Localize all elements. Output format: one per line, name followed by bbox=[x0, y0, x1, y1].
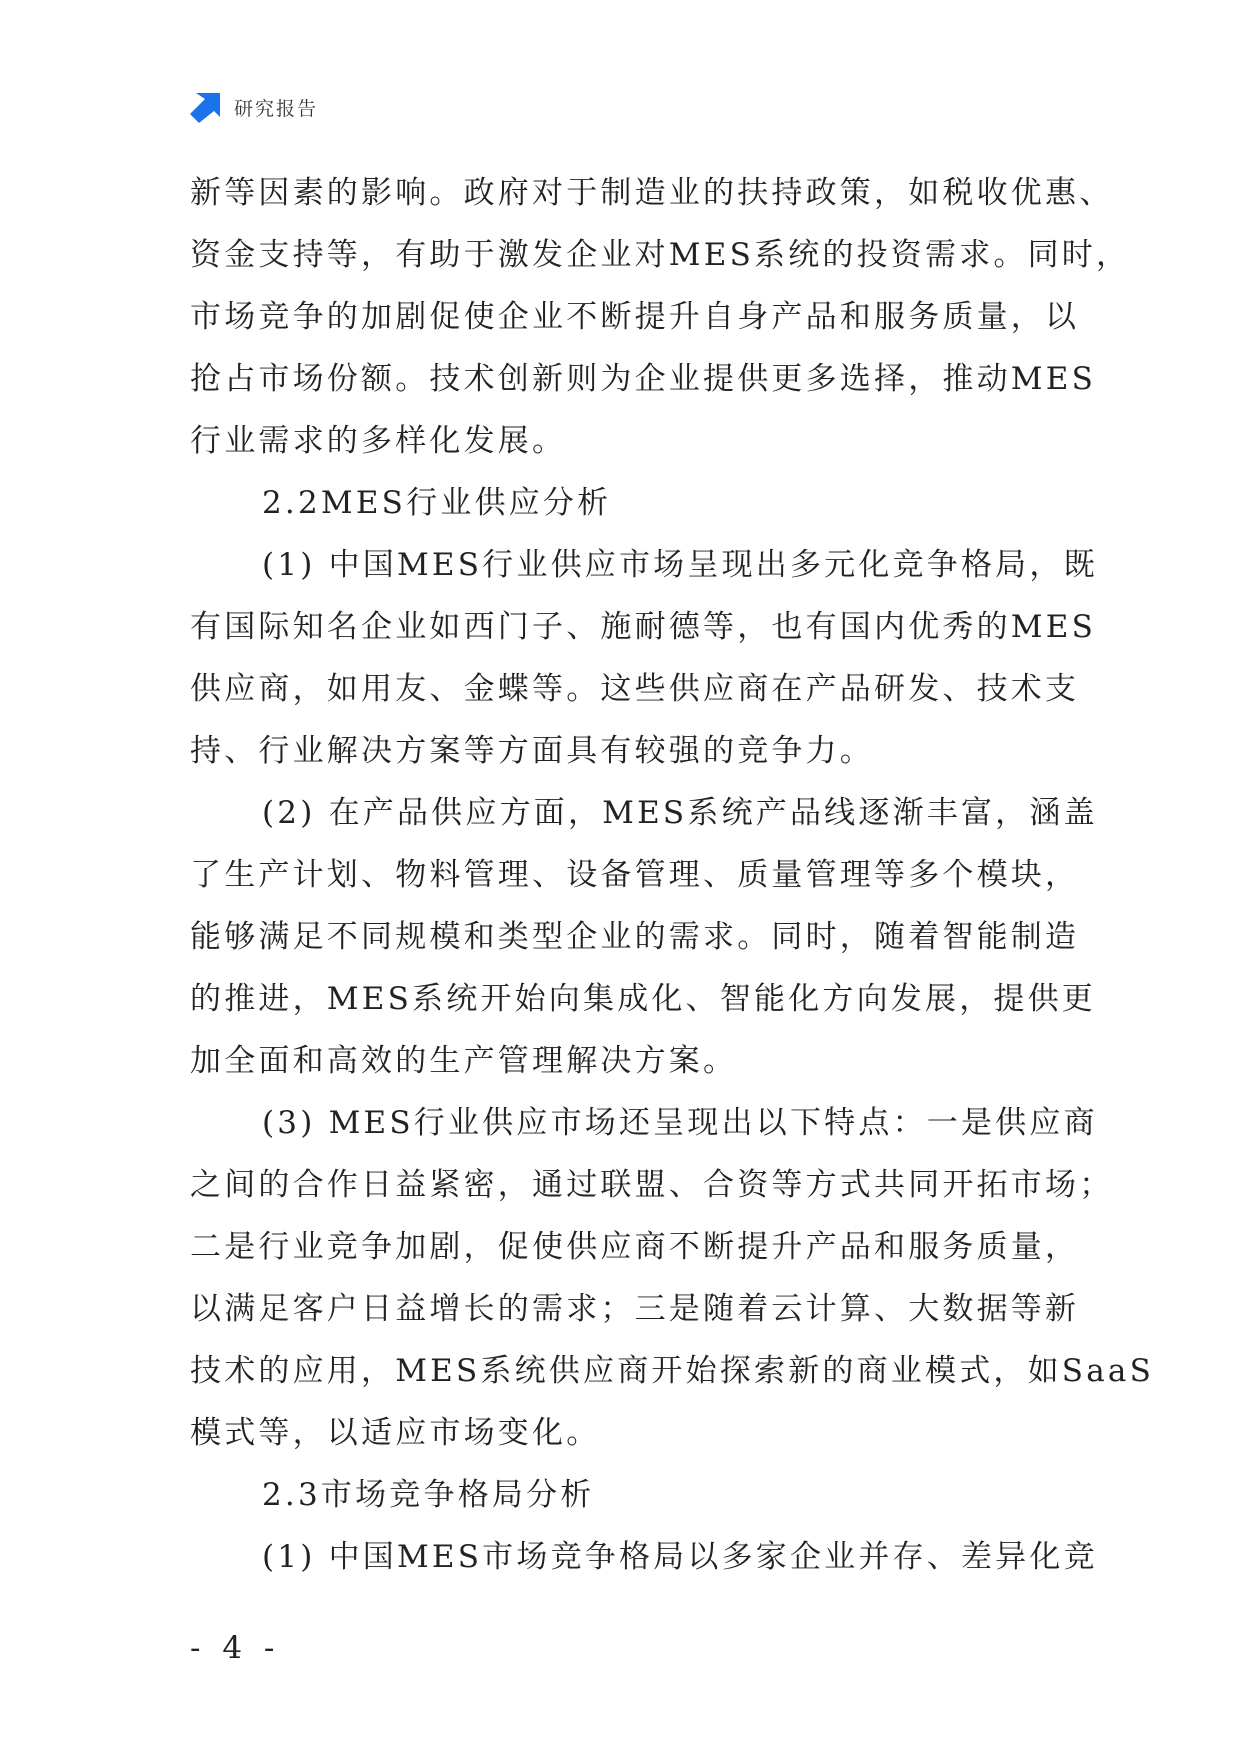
report-header bbox=[190, 90, 318, 124]
body-line: 技术的应用，MES系统供应商开始探索新的商业模式，如SaaS bbox=[190, 1353, 1155, 1389]
body-line: 市场竞争的加剧促使企业不断提升自身产品和服务质量，以 bbox=[190, 299, 1080, 335]
body-line: (1) 中国MES市场竞争格局以多家企业并存、差异化竞 bbox=[262, 1539, 1098, 1575]
body-line: 了生产计划、物料管理、设备管理、质量管理等多个模块， bbox=[190, 857, 1080, 893]
body-line: 能够满足不同规模和类型企业的需求。同时，随着智能制造 bbox=[190, 919, 1080, 955]
body-line: 二是行业竞争加剧，促使供应商不断提升产品和服务质量， bbox=[190, 1229, 1080, 1265]
body-line: 以满足客户日益增长的需求；三是随着云计算、大数据等新 bbox=[190, 1291, 1080, 1327]
body-line: 新等因素的影响。政府对于制造业的扶持政策，如税收优惠、 bbox=[190, 175, 1114, 211]
body-line: 加全面和高效的生产管理解决方案。 bbox=[190, 1043, 738, 1079]
body-line: 的推进，MES系统开始向集成化、智能化方向发展，提供更 bbox=[190, 981, 1097, 1017]
arrow-up-right-icon bbox=[190, 91, 222, 123]
body-line: 之间的合作日益紧密，通过联盟、合资等方式共同开拓市场； bbox=[190, 1167, 1114, 1203]
header-title: 研究报告 bbox=[234, 97, 319, 120]
body-line: 有国际知名企业如西门子、施耐德等，也有国内优秀的MES bbox=[190, 609, 1097, 645]
body-line: 资金支持等，有助于激发企业对MES系统的投资需求。同时， bbox=[190, 237, 1131, 273]
body-line: 行业需求的多样化发展。 bbox=[190, 423, 567, 459]
body-line: (2) 在产品供应方面，MES系统产品线逐渐丰富，涵盖 bbox=[262, 795, 1098, 831]
body-line: (3) MES行业供应市场还呈现出以下特点：一是供应商 bbox=[262, 1105, 1098, 1141]
document-body bbox=[190, 162, 1155, 1588]
body-line: 模式等，以适应市场变化。 bbox=[190, 1415, 601, 1451]
section-heading: 2.3市场竞争格局分析 bbox=[262, 1477, 595, 1513]
page-number: - 4 - bbox=[190, 1630, 281, 1666]
body-line: 持、行业解决方案等方面具有较强的竞争力。 bbox=[190, 733, 874, 769]
section-heading: 2.2MES行业供应分析 bbox=[262, 485, 612, 521]
body-line: (1) 中国MES行业供应市场呈现出多元化竞争格局，既 bbox=[262, 547, 1098, 583]
body-line: 供应商，如用友、金蝶等。这些供应商在产品研发、技术支 bbox=[190, 671, 1080, 707]
body-line: 抢占市场份额。技术创新则为企业提供更多选择，推动MES bbox=[190, 361, 1097, 397]
